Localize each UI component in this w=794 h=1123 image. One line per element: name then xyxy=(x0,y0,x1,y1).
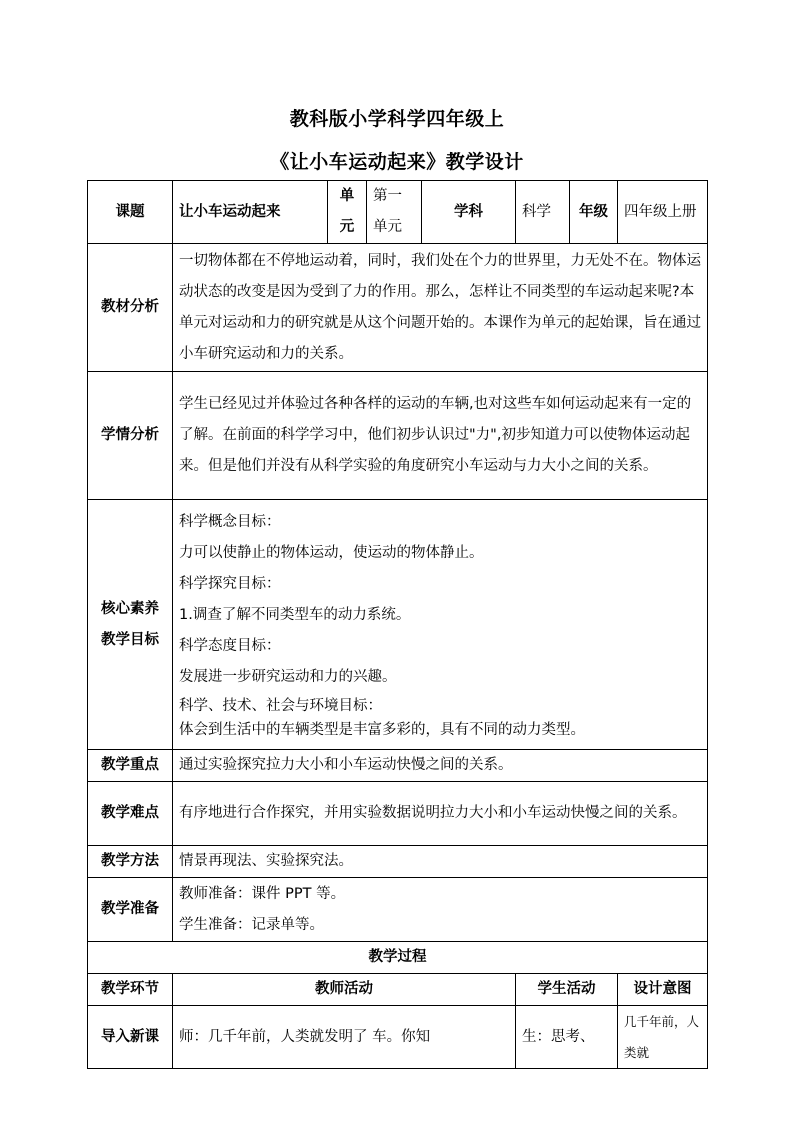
grade-label: 年级 xyxy=(570,181,618,244)
col-header-student: 学生活动 xyxy=(516,974,618,1006)
objectives-label xyxy=(88,500,173,750)
difficulty-text: 有序地进行合作探究，并用实验数据说明拉力大小和小车运动快慢之间的关系。 xyxy=(173,782,708,846)
key-point-label: 教学重点 xyxy=(88,750,173,782)
teacher-preparation: 教师准备：课件 PPT 等。 xyxy=(179,885,346,902)
process-row xyxy=(88,1006,708,1069)
objective-line: 发展进一步研究运动和力的兴趣。 xyxy=(179,668,397,685)
col-header-teacher: 教师活动 xyxy=(173,974,516,1006)
student-analysis-row xyxy=(88,372,708,500)
difficulty-row xyxy=(88,782,708,846)
document-title: 教科版小学科学四年级上 xyxy=(289,108,505,130)
grade-value: 四年级上册 xyxy=(618,181,708,244)
objective-line: 力可以使静止的物体运动，使运动的物体静止。 xyxy=(179,544,484,561)
preparation-row xyxy=(88,878,708,942)
difficulty-label: 教学难点 xyxy=(88,782,173,846)
material-analysis-row xyxy=(88,244,708,372)
student-preparation: 学生准备：记录单等。 xyxy=(179,916,324,933)
objectives-content xyxy=(173,500,708,750)
method-row xyxy=(88,846,708,878)
subject-label: 学科 xyxy=(422,181,516,244)
lesson-plan-table xyxy=(87,180,708,1069)
method-label: 教学方法 xyxy=(88,846,173,878)
info-row xyxy=(88,181,708,244)
objectives-row xyxy=(88,500,708,750)
objective-line: 科学探究目标： xyxy=(179,575,281,592)
process-heading-row xyxy=(88,942,708,974)
objective-line: 科学态度目标： xyxy=(179,637,281,654)
col-header-stage: 教学环节 xyxy=(88,974,173,1006)
topic-label: 课题 xyxy=(88,181,173,244)
student-activity-cell: 生：思考、 xyxy=(516,1006,618,1069)
key-point-text: 通过实验探究拉力大小和小车运动快慢之间的关系。 xyxy=(173,750,708,782)
objectives-label-line1: 核心素养 xyxy=(101,600,159,617)
method-text: 情景再现法、实验探究法。 xyxy=(173,846,708,878)
teacher-activity-cell: 师：几千年前，人类就发明了 车。你知 xyxy=(173,1006,516,1069)
student-analysis-label: 学情分析 xyxy=(88,372,173,500)
material-analysis-label: 教材分析 xyxy=(88,244,173,372)
unit-value: 第一单元 xyxy=(367,181,422,244)
objective-line: 科学概念目标： xyxy=(179,513,281,530)
subject-value: 科学 xyxy=(516,181,570,244)
objective-line: 科学、技术、社会与环境目标： xyxy=(179,697,382,714)
material-analysis-text: 一切物体都在不停地运动着，同时，我们处在个力的世界里，力无处不在。物体运动状态的改变是因为受到了力的作用。那么，怎样让不同类型的车运动起来呢?本单元对运动和力的研究就是从这个问题开始的。本课作为单元的起始课，旨在通过小车研究运动和力的关系。 xyxy=(173,244,708,372)
objective-line: 1.调查了解不同类型车的动力系统。 xyxy=(179,606,411,623)
process-header-row xyxy=(88,974,708,1006)
objective-line: 体会到生活中的车辆类型是丰富多彩的，具有不同的动力类型。 xyxy=(179,721,585,738)
topic-value: 让小车运动起来 xyxy=(173,181,328,244)
stage-cell: 导入新课 xyxy=(88,1006,173,1069)
unit-label: 单元 xyxy=(328,181,367,244)
design-intent-cell: 几千年前，人类就 xyxy=(618,1006,708,1069)
col-header-intent: 设计意图 xyxy=(618,974,708,1006)
student-analysis-text: 学生已经见过并体验过各种各样的运动的车辆,也对这些车如何运动起来有一定的了解。在前面的科学学习中，他们初步认识过"力",初步知道力可以使物体运动起来。但是他们并没有从科学实验的角度研究小车运动与力大小之间的关系。 xyxy=(173,372,708,500)
preparation-label: 教学准备 xyxy=(88,878,173,942)
key-point-row xyxy=(88,750,708,782)
process-heading: 教学过程 xyxy=(88,942,708,974)
objectives-label-line2: 教学目标 xyxy=(101,631,159,648)
preparation-content xyxy=(173,878,708,942)
lesson-title: 《让小车运动起来》教学设计 xyxy=(270,151,524,173)
